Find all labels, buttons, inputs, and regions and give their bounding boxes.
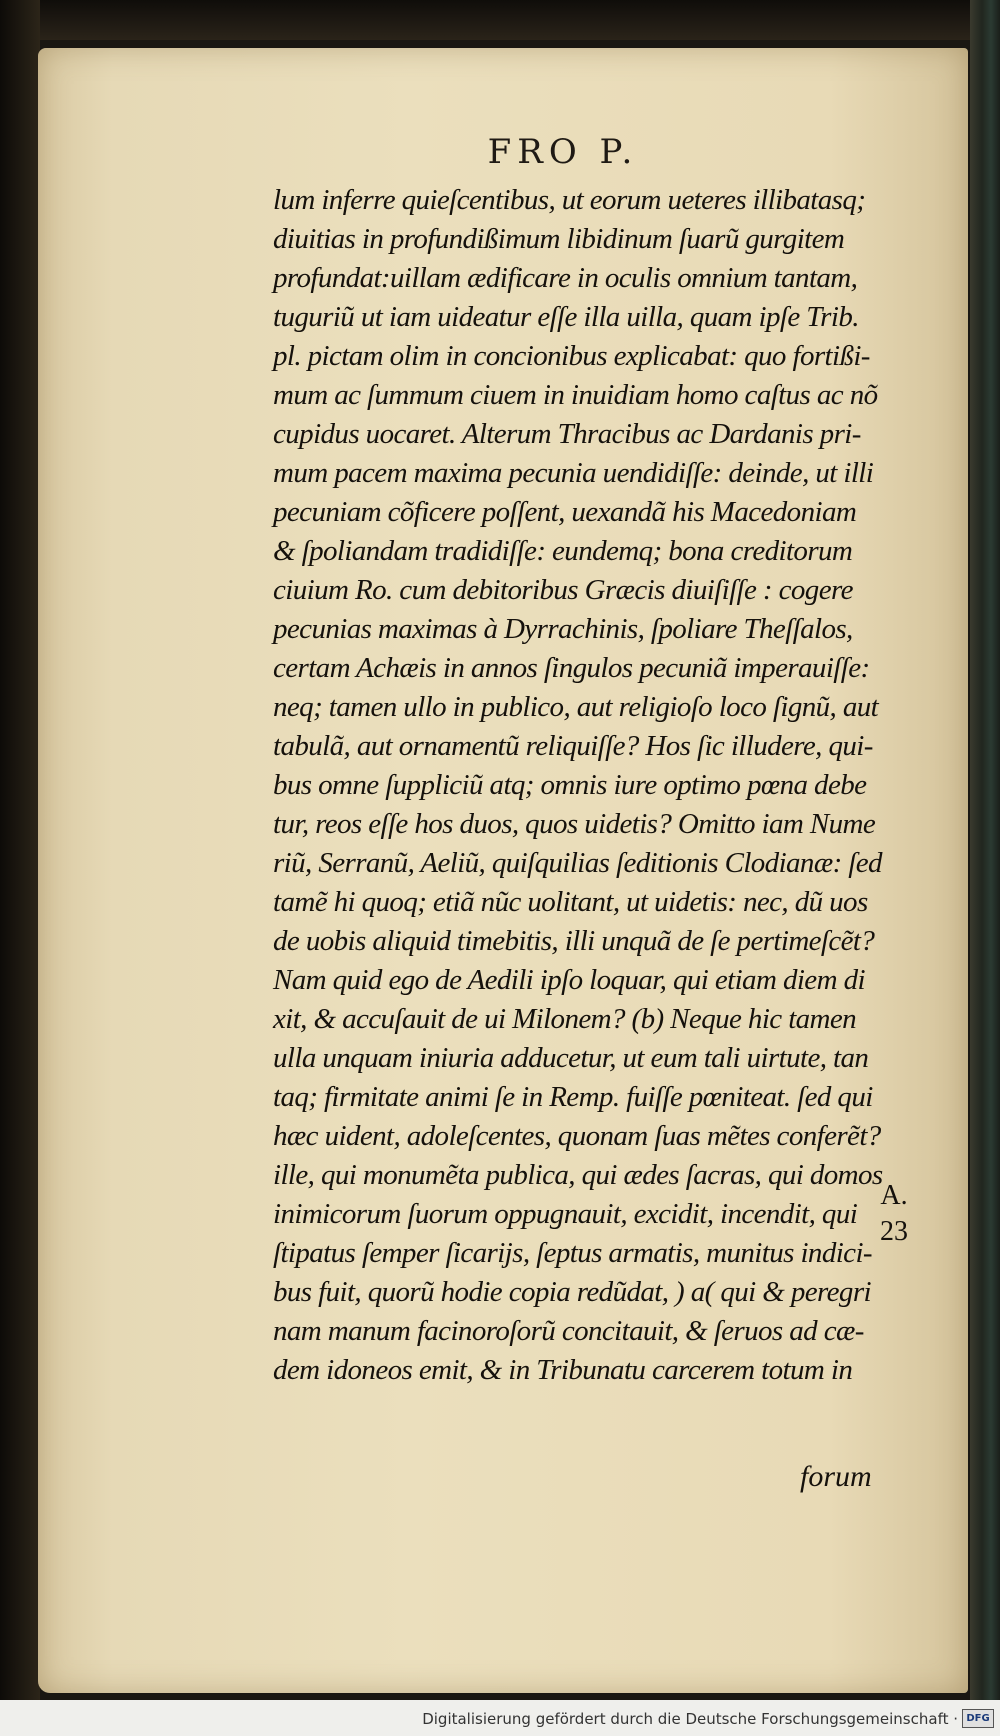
text-line: tamẽ hi quoq; etiã nũc uolitant, ut uidetis: nec, dũ uos — [273, 886, 868, 918]
text-line: de uobis aliquid timebitis, illi unquã de ſe pertimeſcẽt? — [273, 925, 875, 957]
text-line: pecunias maximas à Dyrrachinis, ſpoliare Theſſalos, — [273, 613, 853, 645]
book-binding-right — [970, 0, 1000, 1736]
dfg-logo-icon: DFG — [962, 1709, 994, 1728]
catchword: forum — [800, 1460, 872, 1493]
text-line: riũ, Serranũ, Aeliũ, quiſquilias ſeditionis Clodianæ: ſed — [273, 847, 882, 879]
text-line: certam Achæis in annos ſingulos pecuniã imperauiſſe: — [273, 652, 870, 684]
book-binding-left — [0, 0, 40, 1736]
text-line: hæc uident, adoleſcentes, quonam ſuas mẽtes conferẽt? — [273, 1120, 881, 1152]
text-line: Nam quid ego de Aedili ipſo loquar, qui etiam diem di — [273, 964, 865, 996]
text-line: ille, qui monumẽta publica, qui ædes ſacras, qui domos — [273, 1159, 883, 1191]
text-line: pecuniam cõficere poſſent, uexandã his Macedoniam — [273, 496, 857, 528]
text-line: tur, reos eſſe hos duos, quos uidetis? Omitto iam Nume — [273, 808, 876, 840]
text-line: tabulã, aut ornamentũ reliquiſſe? Hos ſic illudere, qui- — [273, 730, 873, 762]
footer-bar — [0, 1700, 1000, 1736]
text-line: nam manum facinoroſorũ concitauit, & ſeruos ad cæ- — [273, 1315, 864, 1347]
book-binding-top — [0, 0, 1000, 40]
signature-letter: A. — [880, 1180, 908, 1211]
text-line: & ſpoliandam tradidiſſe: eundemq; bona creditorum — [273, 535, 853, 567]
signature-number: 23 — [880, 1216, 908, 1247]
text-line: bus fuit, quorũ hodie copia redũdat, ) a( qui & peregri — [273, 1276, 871, 1308]
text-line: bus omne ſuppliciũ atq; omnis iure optimo pœna debe — [273, 769, 867, 801]
text-line: mum ac ſummum ciuem in inuidiam homo caſtus ac nõ — [273, 379, 878, 411]
text-line: taq; firmitate animi ſe in Remp. fuiſſe pœniteat. ſed qui — [273, 1081, 873, 1113]
text-block — [273, 181, 943, 1390]
footer-credit: Digitalisierung gefördert durch die Deutsche Forschungsgemeinschaft · — [422, 1710, 958, 1728]
text-line: ulla unquam iniuria adducetur, ut eum tali uirtute, tan — [273, 1042, 869, 1074]
text-line: pl. pictam olim in concionibus explicabat: quo fortißi- — [273, 340, 870, 372]
running-head: FRO P. — [487, 132, 639, 172]
text-line: xit, & accuſauit de ui Milonem? (b) Neque hic tamen — [273, 1003, 857, 1035]
text-line: cupidus uocaret. Alterum Thracibus ac Dardanis pri- — [273, 418, 861, 450]
text-line: profundat:uillam ædificare in oculis omnium tantam, — [273, 262, 858, 294]
book-page — [38, 48, 968, 1693]
text-line: dem idoneos emit, & in Tribunatu carcerem totum in — [273, 1354, 853, 1386]
text-line: lum inferre quieſcentibus, ut eorum ueteres illibatasq; — [273, 184, 866, 216]
text-line: neq; tamen ullo in publico, aut religioſo loco ſignũ, aut — [273, 691, 879, 723]
text-line: inimicorum ſuorum oppugnauit, excidit, incendit, qui — [273, 1198, 858, 1230]
text-line: diuitias in profundißimum libidinum ſuarũ gurgitem — [273, 223, 845, 255]
text-line: ciuium Ro. cum debitoribus Græcis diuiſiſſe : cogere — [273, 574, 853, 606]
text-line: mum pacem maxima pecunia uendidiſſe: deinde, ut illi — [273, 457, 874, 489]
signature-mark — [880, 1178, 908, 1250]
text-line: ſtipatus ſemper ſicarijs, ſeptus armatis, munitus indici- — [273, 1237, 872, 1269]
text-line: tuguriũ ut iam uideatur eſſe illa uilla, quam ipſe Trib. — [273, 301, 859, 333]
